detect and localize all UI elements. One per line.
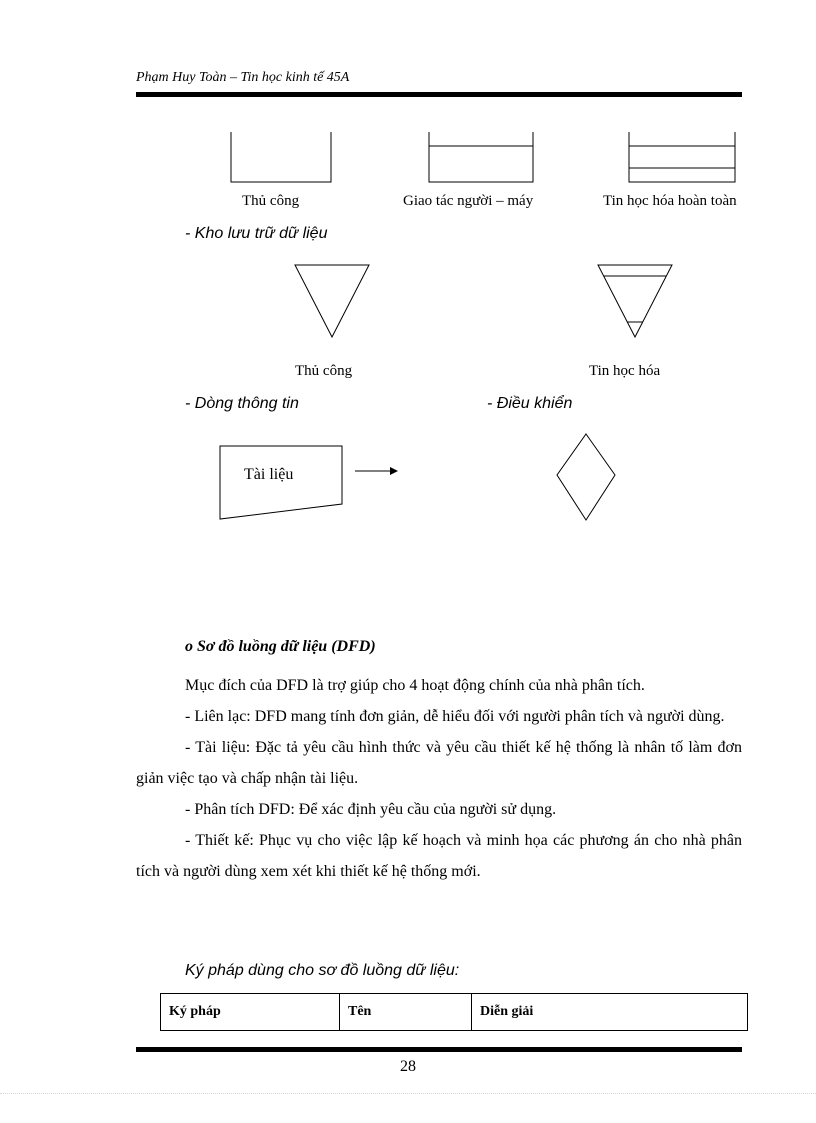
dfd-heading: o Sơ đồ luồng dữ liệu (DFD) [185,638,376,655]
footer-rule [136,1047,742,1052]
process-manual-label: Thủ công [242,193,300,209]
process-interactive-symbol [425,130,535,190]
control-diamond-symbol [555,432,619,522]
process-computerized-symbol [625,130,737,190]
page-header: Phạm Huy Toàn – Tin học kinh tế 45A [136,70,350,85]
document-flow-symbol [218,444,408,524]
dfd-paragraph-purpose: Mục đích của DFD là trợ giúp cho 4 hoạt động chính của nhà phân tích. [185,677,645,694]
notation-table [160,993,748,1031]
column-header-notation: Ký pháp [161,994,340,1031]
document-label: Tài liệu [244,466,294,483]
data-store-title: - Kho lưu trữ dữ liệu [185,225,328,242]
dfd-paragraph-analysis: - Phân tích DFD: Để xác định yêu cầu của người sử dụng. [185,801,557,818]
page-number: 28 [400,1058,416,1075]
process-computerized-label: Tin học hóa hoàn toàn [603,193,737,209]
data-store-manual-label: Thủ công [295,363,353,379]
dfd-paragraph-communication: - Liên lạc: DFD mang tính đơn giản, dễ hiểu đối với người phân tích và người dùng. [185,708,725,725]
process-interactive-label: Giao tác người – máy [403,193,534,209]
data-store-computerized-symbol [596,263,676,339]
dfd-paragraph-design: - Thiết kế: Phục vụ cho việc lập kế hoạch và minh họa các phương án cho nhà phân tích và người dùng xem xét khi thiết kế hệ thống mới. [136,832,742,880]
column-header-name: Tên [340,994,472,1031]
control-title: - Điều khiển [487,395,573,412]
data-store-computerized-label: Tin học hóa [589,363,661,379]
dfd-paragraph-documentation: - Tài liệu: Đặc tả yêu cầu hình thức và yêu cầu thiết kế hệ thống là nhân tố làm đơn giản việc tạo và chấp nhận tài liệu. [136,739,742,787]
table-row [161,994,748,1031]
dfd-body [136,670,742,887]
notation-caption: Ký pháp dùng cho sơ đồ luồng dữ liệu: [185,962,460,979]
column-header-description: Diễn giải [472,994,748,1031]
page-bottom-divider [0,1093,816,1094]
information-flow-title: - Dòng thông tin [185,395,299,412]
process-manual-symbol [225,130,335,190]
data-store-manual-symbol [293,263,373,339]
header-rule [136,92,742,97]
